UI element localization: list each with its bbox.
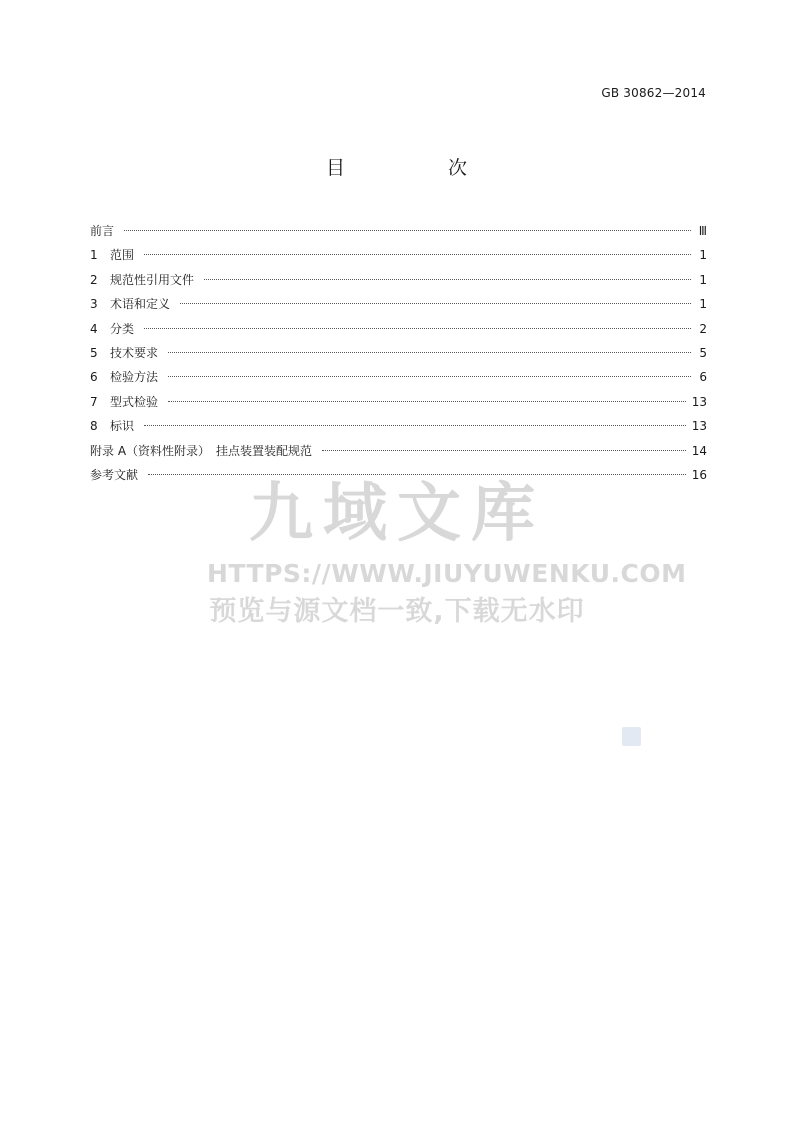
toc-entry-page: 5 [699, 345, 707, 360]
toc-entry-page: 2 [699, 321, 707, 336]
toc-entry-number: 7 [90, 394, 98, 409]
document-code: GB 30862—2014 [601, 86, 706, 100]
toc-title: 目 次 [325, 157, 509, 179]
watermark-brand: 九域文库 [249, 477, 545, 551]
toc-leader-dots [148, 474, 686, 475]
toc-entry-bibliography[interactable] [90, 463, 707, 487]
toc-entry-page: 16 [691, 467, 707, 482]
toc-entry-label: 检验方法 [110, 370, 159, 385]
corner-badge-icon [622, 727, 641, 746]
toc-entry-page: Ⅲ [698, 224, 707, 238]
toc-entry-label: 型式检验 [110, 394, 159, 409]
toc-entry-label: 参考文献 [90, 467, 139, 482]
toc-entry-terms-definitions[interactable] [90, 292, 707, 316]
toc-entry-number: 3 [90, 297, 98, 312]
toc-leader-dots [180, 303, 691, 304]
toc-entry-normative-references[interactable] [90, 268, 707, 292]
toc-entry-page: 1 [699, 272, 707, 287]
toc-entry-number: 2 [90, 272, 98, 287]
toc-leader-dots [144, 425, 686, 426]
toc-entry-page: 13 [691, 419, 707, 434]
toc-entry-number: 6 [90, 370, 98, 385]
toc-entry-preface[interactable] [90, 219, 707, 243]
toc-entry-type-inspection[interactable] [90, 390, 707, 414]
toc-leader-dots [322, 450, 686, 451]
toc-entry-label: 范围 [110, 248, 135, 263]
toc-entry-number: 4 [90, 321, 98, 336]
toc-entry-page: 13 [691, 394, 707, 409]
toc-leader-dots [144, 328, 691, 329]
watermark-note: 预览与源文档一致,下载无水印 [209, 596, 585, 627]
toc-entry-page: 1 [699, 297, 707, 312]
toc-entry-label: 标识 [110, 419, 135, 434]
toc-leader-dots [168, 376, 691, 377]
toc-entry-label: 前言 [90, 224, 115, 238]
toc-leader-dots [124, 230, 691, 231]
toc-entry-number: 5 [90, 345, 98, 360]
watermark [207, 472, 687, 632]
toc-leader-dots [204, 279, 691, 280]
toc-entry-label: 规范性引用文件 [110, 272, 195, 287]
toc-entry-technical-requirements[interactable] [90, 341, 707, 365]
toc-leader-dots [144, 254, 691, 255]
toc-entry-page: 6 [699, 370, 707, 385]
toc-entry-label: 术语和定义 [110, 297, 171, 312]
toc-entry-page: 14 [691, 443, 707, 458]
watermark-url: HTTPS://WWW.JIUYUWENKU.COM [207, 559, 687, 588]
toc-leader-dots [168, 401, 686, 402]
toc-entry-label: 技术要求 [110, 345, 159, 360]
toc-entry-scope[interactable] [90, 243, 707, 267]
toc-entry-number: 1 [90, 248, 98, 263]
toc-entry-number: 8 [90, 419, 98, 434]
toc-entry-annex-a[interactable] [90, 439, 707, 463]
toc-entry-label: 附录 A（资料性附录） 挂点装置装配规范 [90, 443, 313, 458]
toc-entry-label: 分类 [110, 321, 135, 336]
toc-list [90, 219, 707, 487]
toc-entry-page: 1 [699, 248, 707, 263]
toc-entry-classification[interactable] [90, 317, 707, 341]
toc-entry-marking[interactable] [90, 414, 707, 438]
toc-entry-test-methods[interactable] [90, 365, 707, 389]
toc-leader-dots [168, 352, 691, 353]
